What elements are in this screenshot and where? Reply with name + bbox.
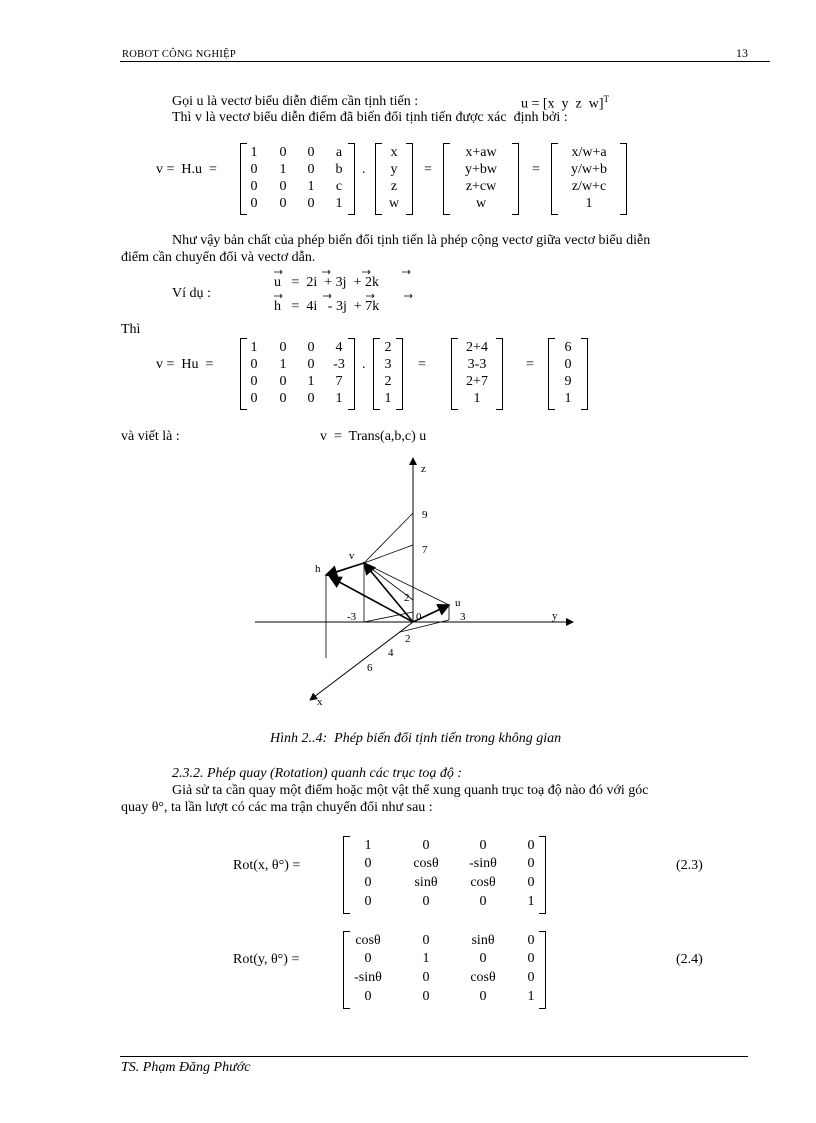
label-u: u [455, 597, 461, 609]
vector-arrows [270, 268, 430, 308]
eq2-lhs: v = Hu = [156, 357, 214, 372]
eq1-equals-1: = [424, 162, 432, 177]
para1-line-2: điểm cần chuyển đổi và vectơ dẫn. [121, 250, 316, 265]
translation-figure [250, 455, 590, 715]
footer-rule [120, 1056, 748, 1057]
section-line-2: quay θ°, ta lần lượt có các ma trận chuyển đổi như sau : [121, 800, 433, 815]
label-origin: 0 [416, 611, 422, 623]
tick-x4: 4 [388, 647, 394, 659]
figure-caption: Hình 2..4: Phép biến đổi tịnh tiến trong không gian [270, 731, 562, 746]
eq1-result-2: x/w+a y/w+b z/w+c 1 [551, 143, 627, 215]
roty-lhs: Rot(y, θ°) = [233, 952, 300, 967]
u-definition: u = [x y z w]$^T$ [521, 94, 610, 112]
tick-y3: 3 [460, 611, 466, 623]
tick-x6: 6 [367, 662, 373, 674]
tick-z7: 7 [422, 544, 428, 556]
x-axis [310, 622, 413, 700]
section-line-1: Giả sử ta cần quay một điểm hoặc một vật thể xung quanh trục toạ độ nào đó với góc [172, 783, 649, 798]
eq1-dot: . [362, 162, 366, 177]
eq1-equals-2: = [532, 162, 540, 177]
eq1-result-1: x+aw y+bw z+cw w [443, 143, 519, 215]
eq1-vector-u: x y z w [375, 143, 413, 215]
page-number: 13 [736, 46, 748, 60]
eq2-vector-u: 2 3 2 1 [373, 338, 403, 410]
label-z: z [421, 463, 426, 475]
tick-z2: 2 [404, 592, 410, 604]
eq2-equals-1: = [418, 357, 426, 372]
then-label: Thì [121, 322, 141, 337]
example-h: h = 4i - 3j + 7k [274, 299, 380, 314]
eq2-dot: . [362, 357, 366, 372]
roty-matrix: cosθ 0 sinθ 0 0 1 0 0 -sinθ 0 cosθ 0 0 0 0 1 [343, 931, 546, 1009]
eq2-matrix-H: 1 0 0 4 0 1 0 -3 0 0 1 7 0 0 0 1 [240, 338, 355, 410]
label-x: x [317, 696, 323, 708]
eq2-result-2: 6 0 9 1 [548, 338, 588, 410]
label-h: h [315, 563, 321, 575]
label-y: y [552, 610, 558, 622]
tick-y-minus3: -3 [347, 611, 357, 623]
eq-number-2-3: (2.3) [676, 858, 703, 873]
example-label: Ví dụ : [172, 286, 211, 301]
eq-number-2-4: (2.4) [676, 952, 703, 967]
running-header: ROBOT CÔNG NGHIỆP [122, 49, 236, 60]
label-v: v [349, 550, 355, 562]
rotx-matrix: 1 0 0 0 0 cosθ -sinθ 0 0 sinθ cosθ 0 0 0 0 1 [343, 836, 546, 914]
eq2-result-1: 2+4 3-3 2+7 1 [451, 338, 503, 410]
tick-x2: 2 [405, 633, 411, 645]
tick-z9: 9 [422, 509, 428, 521]
header-rule [120, 61, 770, 62]
written-label: và viết là : [121, 429, 180, 444]
rotx-lhs: Rot(x, θ°) = [233, 858, 301, 873]
example-u: u = 2i + 3j + 2k [274, 275, 379, 290]
vector-h [330, 577, 413, 622]
eq1-matrix-H: 1 0 0 a 0 1 0 b 0 0 1 c 0 0 0 1 [240, 143, 355, 215]
footer-author: TS. Phạm Đăng Phước [121, 1060, 251, 1075]
trans-expression: v = Trans(a,b,c) u [320, 429, 427, 444]
intro-line-2: Thì v là vectơ biểu diễn điểm đã biến đổi tịnh tiến được xác định bởi : [172, 110, 568, 125]
section-heading: 2.3.2. Phép quay (Rotation) quanh các trục toạ độ : [172, 766, 463, 781]
eq2-equals-2: = [526, 357, 534, 372]
intro-line-1: Gọi u là vectơ biểu diễn điểm cần tịnh tiến : [172, 94, 419, 109]
eq1-lhs: v = H.u = [156, 162, 217, 177]
para1-line-1: Như vậy bản chất của phép biến đổi tịnh tiến là phép cộng vectơ giữa vectơ biểu diễn [172, 233, 651, 248]
